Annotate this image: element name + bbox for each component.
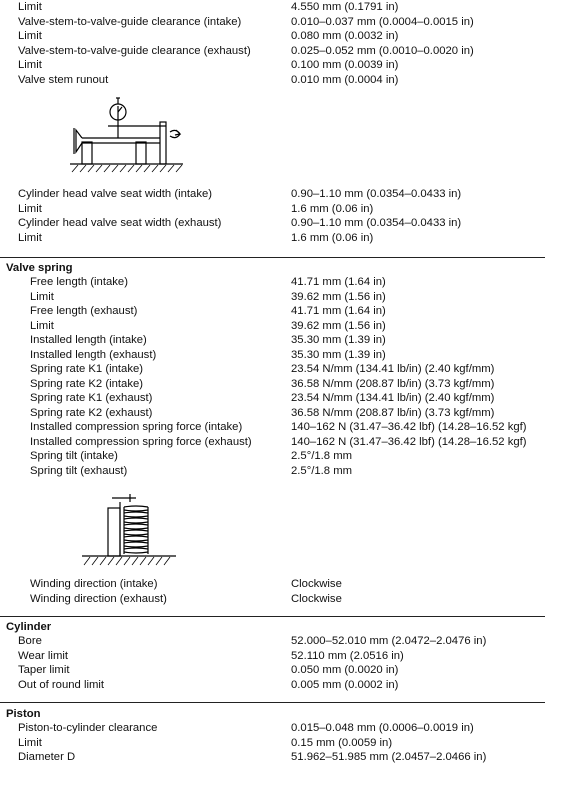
spec-value: 0.010–0.037 mm (0.0004–0.0015 in)	[291, 16, 474, 28]
section-title-piston: Piston	[6, 708, 41, 720]
spec-label: Spring rate K2 (intake)	[30, 378, 144, 390]
section-title-valve-spring: Valve spring	[6, 262, 73, 274]
spec-label: Valve stem runout	[18, 74, 109, 86]
spec-label: Installed length (exhaust)	[30, 349, 157, 361]
spec-value: 41.71 mm (1.64 in)	[291, 305, 386, 317]
spec-label: Limit	[18, 203, 42, 215]
spec-label: Installed compression spring force (intake)	[30, 421, 243, 433]
spec-value: 36.58 N/mm (208.87 lb/in) (3.73 kgf/mm)	[291, 378, 495, 390]
section-divider	[0, 616, 545, 617]
spec-value: 51.962–51.985 mm (2.0457–2.0466 in)	[291, 751, 487, 763]
spec-value: 0.015–0.048 mm (0.0006–0.0019 in)	[291, 722, 474, 734]
spec-label: Spring tilt (exhaust)	[30, 465, 128, 477]
spec-value: 0.15 mm (0.0059 in)	[291, 737, 393, 749]
spec-value: 1.6 mm (0.06 in)	[291, 203, 374, 215]
spec-label: Valve-stem-to-valve-guide clearance (exhaust)	[18, 45, 251, 57]
spec-value: 140–162 N (31.47–36.42 lbf) (14.28–16.52 kgf)	[291, 421, 527, 433]
section-divider	[0, 702, 545, 703]
spec-label: Bore	[18, 635, 42, 647]
spec-label: Limit	[18, 1, 42, 13]
spec-value: 2.5°/1.8 mm	[291, 450, 353, 462]
spec-label: Limit	[18, 59, 42, 71]
spec-label: Spring tilt (intake)	[30, 450, 118, 462]
spec-label: Limit	[18, 737, 42, 749]
spec-value: 0.025–0.052 mm (0.0010–0.0020 in)	[291, 45, 474, 57]
spec-value: 0.010 mm (0.0004 in)	[291, 74, 399, 86]
spec-value: 0.050 mm (0.0020 in)	[291, 664, 399, 676]
spec-value: 39.62 mm (1.56 in)	[291, 291, 386, 303]
spec-label: Diameter D	[18, 751, 76, 763]
spec-value: 36.58 N/mm (208.87 lb/in) (3.73 kgf/mm)	[291, 407, 495, 419]
spec-value: 0.100 mm (0.0039 in)	[291, 59, 399, 71]
valve-stem-runout-figure	[68, 94, 193, 174]
spec-value: 52.110 mm (2.0516 in)	[291, 650, 404, 662]
spec-value: 52.000–52.010 mm (2.0472–2.0476 in)	[291, 635, 487, 647]
spec-value: Clockwise	[291, 593, 342, 605]
spec-label: Installed compression spring force (exhaust)	[30, 436, 252, 448]
spec-value: 0.90–1.10 mm (0.0354–0.0433 in)	[291, 217, 462, 229]
spec-value: 41.71 mm (1.64 in)	[291, 276, 386, 288]
spec-value: Clockwise	[291, 578, 342, 590]
section-title-cylinder: Cylinder	[6, 621, 52, 633]
spec-value: 2.5°/1.8 mm	[291, 465, 353, 477]
spec-label: Taper limit	[18, 664, 70, 676]
spec-value: 35.30 mm (1.39 in)	[291, 334, 386, 346]
spec-label: Winding direction (intake)	[30, 578, 158, 590]
spec-label: Free length (intake)	[30, 276, 128, 288]
spec-label: Out of round limit	[18, 679, 105, 691]
spec-value: 0.005 mm (0.0002 in)	[291, 679, 399, 691]
spec-label: Limit	[18, 30, 42, 42]
spec-value: 140–162 N (31.47–36.42 lbf) (14.28–16.52 kgf)	[291, 436, 527, 448]
section-divider	[0, 257, 545, 258]
spec-value: 0.90–1.10 mm (0.0354–0.0433 in)	[291, 188, 462, 200]
spec-label: Piston-to-cylinder clearance	[18, 722, 158, 734]
spec-label: Wear limit	[18, 650, 69, 662]
spec-label: Limit	[30, 320, 54, 332]
spec-value: 1.6 mm (0.06 in)	[291, 232, 374, 244]
spec-value: 23.54 N/mm (134.41 lb/in) (2.40 kgf/mm)	[291, 363, 495, 375]
spec-label: Cylinder head valve seat width (exhaust)	[18, 217, 222, 229]
spec-label: Spring rate K2 (exhaust)	[30, 407, 153, 419]
spec-value: 0.080 mm (0.0032 in)	[291, 30, 399, 42]
spec-label: Free length (exhaust)	[30, 305, 138, 317]
spec-value: 23.54 N/mm (134.41 lb/in) (2.40 kgf/mm)	[291, 392, 495, 404]
spec-label: Spring rate K1 (intake)	[30, 363, 144, 375]
spec-value: 4.550 mm (0.1791 in)	[291, 1, 399, 13]
spring-tilt-figure	[80, 490, 180, 568]
spec-value: 39.62 mm (1.56 in)	[291, 320, 386, 332]
spec-value: 35.30 mm (1.39 in)	[291, 349, 386, 361]
spec-label: Winding direction (exhaust)	[30, 593, 167, 605]
spec-label: Spring rate K1 (exhaust)	[30, 392, 153, 404]
spec-label: Cylinder head valve seat width (intake)	[18, 188, 213, 200]
spec-label: Limit	[30, 291, 54, 303]
spec-label: Limit	[18, 232, 42, 244]
spec-label: Installed length (intake)	[30, 334, 147, 346]
spec-label: Valve-stem-to-valve-guide clearance (intake)	[18, 16, 242, 28]
